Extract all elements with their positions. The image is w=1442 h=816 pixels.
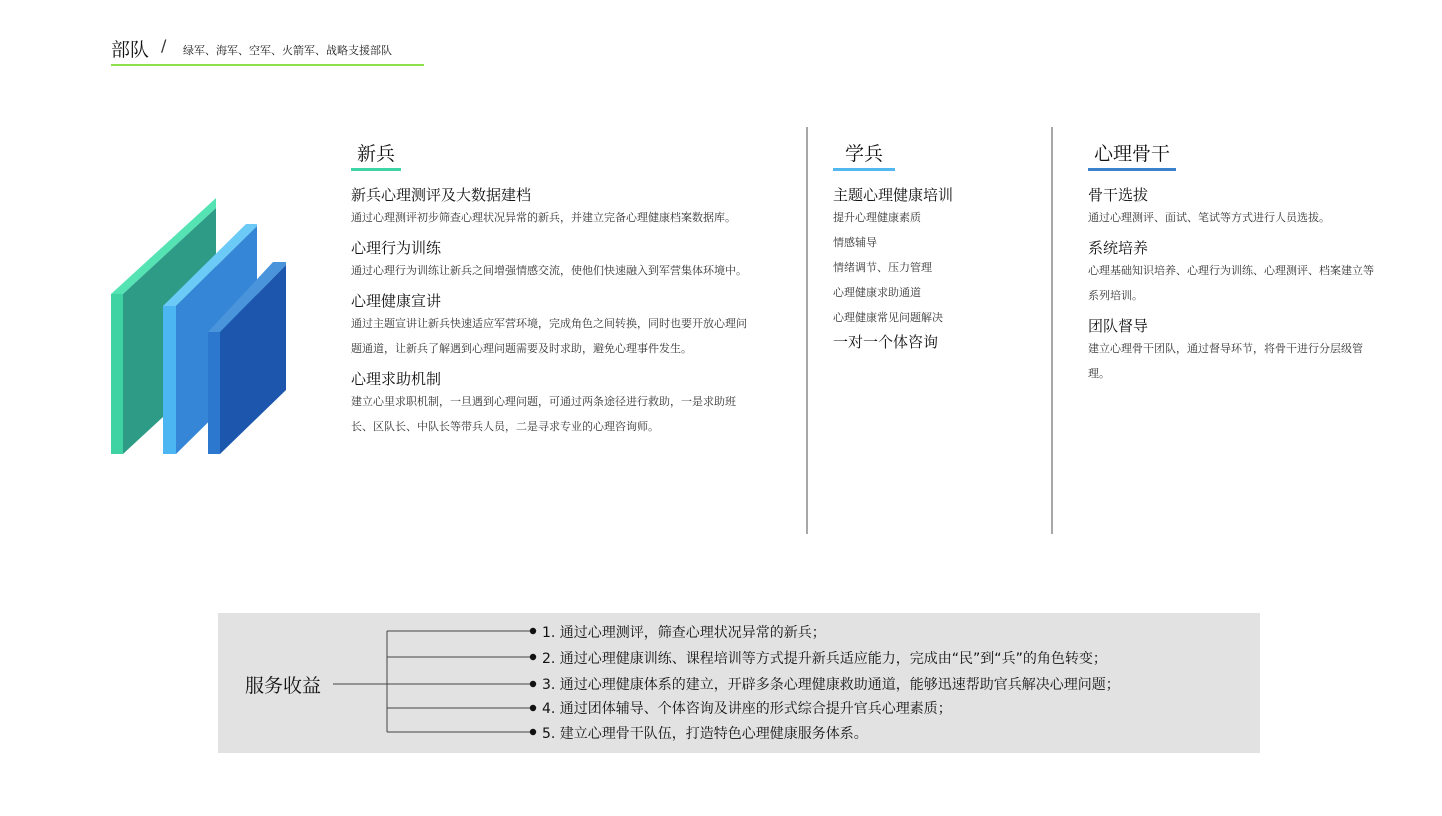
recruits-item-2-text: 通过心理行为训练让新兵之间增强情感交流，使他们快速融入到军营集体环境中。	[351, 264, 747, 277]
lightblue-panel-face	[163, 306, 176, 454]
page-subtitle: 绿军、海军、空军、火箭军、战略支援部队	[183, 44, 392, 57]
recruits-item-4-text: 建立心里求职机制，一旦遇到心理问题，可通过两条途径进行救助，一是求助班长、区队长、中队长等带兵人员，二是寻求专业的心理咨询师。	[351, 395, 736, 433]
bullet-dot	[530, 705, 536, 711]
recruits-item-4-head: 心理求助机制	[351, 370, 442, 388]
page-title: 部队	[111, 39, 150, 61]
backbone-item-3-text: 建立心理骨干团队，通过督导环节，将骨干进行分层级管理。	[1088, 342, 1363, 380]
bullet-dot	[530, 681, 536, 687]
benefits-panel	[218, 613, 1260, 753]
green-panel-face	[111, 294, 123, 454]
students-line-1: 提升心理健康素质	[833, 211, 921, 224]
benefit-item-3: 3. 通过心理健康体系的建立，开辟多条心理健康救助通道，能够迅速帮助官兵解决心理问题；	[542, 677, 1120, 693]
benefits-label: 服务收益	[245, 675, 322, 697]
backbone-item-2-text: 心理基础知识培养、心理行为训练、心理测评、档案建立等系列培训。	[1088, 264, 1374, 302]
recruits-item-3-head: 心理健康宣讲	[351, 292, 442, 310]
students-line-3: 情绪调节、压力管理	[833, 261, 932, 274]
backbone-title: 心理骨干	[1088, 139, 1176, 171]
recruits-title: 新兵	[351, 139, 401, 171]
recruits-item-1-text: 通过心理测评初步筛查心理状况异常的新兵，并建立完备心理健康档案数据库。	[351, 211, 736, 224]
backbone-item-1-head: 骨干选拔	[1088, 186, 1149, 204]
darkblue-panel-face	[208, 332, 220, 454]
benefit-item-4: 4. 通过团体辅导、个体咨询及讲座的形式综合提升官兵心理素质；	[542, 701, 952, 717]
title-separator: /	[161, 36, 167, 55]
benefit-item-5: 5. 建立心理骨干队伍，打造特色心理健康服务体系。	[542, 726, 868, 742]
students-line-2: 情感辅导	[833, 236, 877, 249]
backbone-item-1-text: 通过心理测评、面试、笔试等方式进行人员选拔。	[1088, 211, 1330, 224]
backbone-item-2-head: 系统培养	[1088, 239, 1149, 257]
benefit-item-2: 2. 通过心理健康训练、课程培训等方式提升新兵适应能力，完成由“民”到“兵”的角色转变；	[542, 651, 1107, 667]
students-column	[833, 139, 1033, 352]
benefit-item-1: 1. 通过心理测评，筛查心理状况异常的新兵；	[542, 625, 826, 641]
students-line-5: 心理健康常见问题解决	[833, 311, 943, 324]
bullet-dot	[530, 729, 536, 735]
bullet-dot	[530, 654, 536, 660]
stacked-panels-illustration	[111, 198, 291, 458]
column-divider-2	[1051, 127, 1053, 534]
recruits-item-2-head: 心理行为训练	[351, 239, 442, 257]
recruits-item-1-head: 新兵心理测评及大数据建档	[351, 186, 532, 204]
bullet-dot	[530, 628, 536, 634]
column-divider-1	[806, 127, 808, 534]
students-head-2: 一对一个体咨询	[833, 333, 939, 351]
recruits-column	[351, 139, 756, 439]
backbone-column	[1088, 139, 1380, 386]
students-line-4: 心理健康求助通道	[833, 286, 921, 299]
backbone-item-3-head: 团队督导	[1088, 317, 1149, 335]
page-header	[111, 34, 424, 66]
recruits-item-3-text: 通过主题宣讲让新兵快速适应军营环境，完成角色之间转换，同时也要开放心理问题通道，让新兵了解遇到心理问题需要及时求助，避免心理事件发生。	[351, 317, 747, 355]
students-title: 学兵	[833, 139, 895, 171]
students-head-1: 主题心理健康培训	[833, 186, 954, 204]
